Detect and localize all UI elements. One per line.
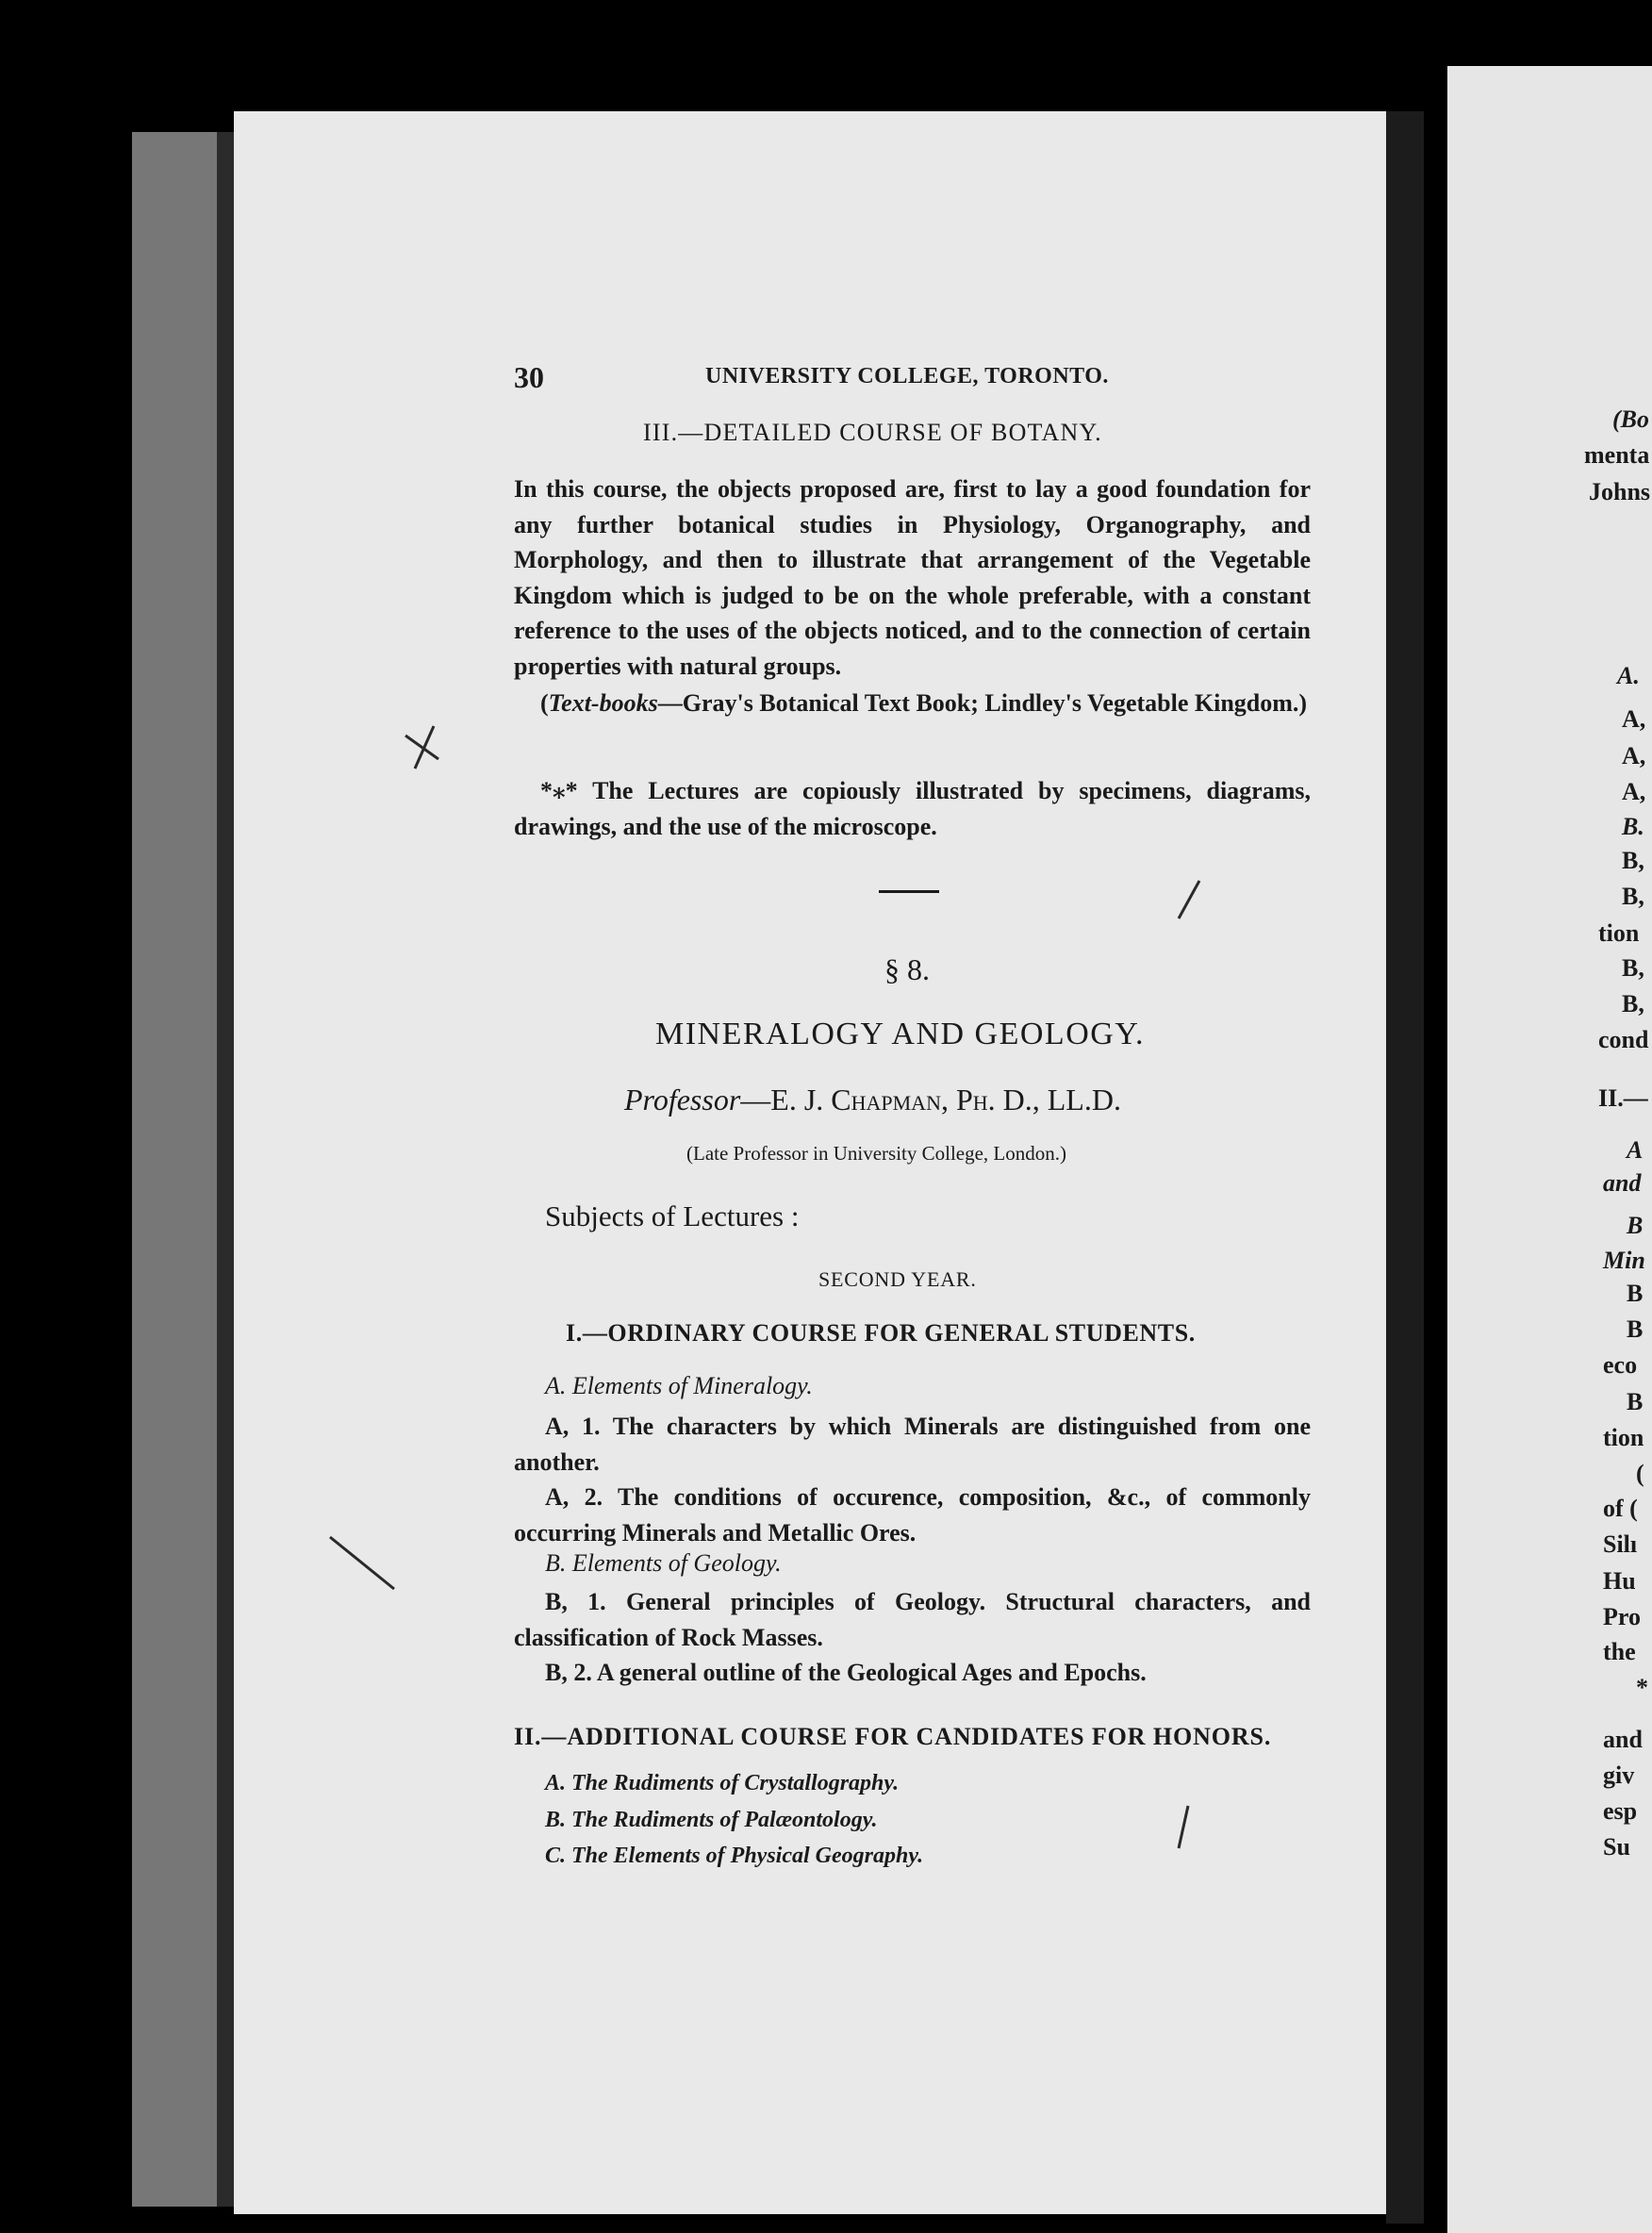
facing-fragment: Pro xyxy=(1603,1603,1641,1630)
section-divider xyxy=(879,890,939,893)
geology-title: Elements of Geology. xyxy=(571,1549,782,1577)
ordinary-heading: I.—ORDINARY COURSE FOR GENERAL STUDENTS. xyxy=(566,1319,1196,1347)
facing-fragment: B xyxy=(1627,1388,1644,1415)
facing-fragment: A, xyxy=(1622,778,1646,805)
facing-fragment: Silı xyxy=(1603,1530,1638,1558)
textbooks-label: Text-books xyxy=(548,689,658,717)
page-edge xyxy=(1386,111,1424,2224)
facing-fragment: A xyxy=(1627,1136,1644,1164)
facing-fragment: tion xyxy=(1598,919,1640,947)
professor-name: —E. J. Chapman, Ph. D., LL.D. xyxy=(740,1083,1121,1116)
botany-textbooks: (Text-books—Gray's Botanical Text Book; Lindley's Vegetable Kingdom.) xyxy=(540,689,1308,717)
facing-fragment: B, xyxy=(1622,954,1644,982)
facing-fragment: A, xyxy=(1622,742,1646,769)
facing-fragment: Johns xyxy=(1589,478,1651,505)
mineralogy-title: Elements of Mineralogy. xyxy=(571,1372,813,1399)
section-symbol: § 8. xyxy=(884,952,930,986)
item-a1: A, 1. The characters by which Minerals are distinguished from one another. xyxy=(514,1413,1311,1476)
facing-fragment: II.— xyxy=(1598,1084,1648,1112)
page-number: 30 xyxy=(514,360,544,394)
tick-mark xyxy=(1169,877,1207,924)
honors-item-label: A. xyxy=(545,1771,567,1795)
running-title: UNIVERSITY COLLEGE, TORONTO. xyxy=(705,364,1109,389)
facing-fragment: eco xyxy=(1603,1351,1638,1379)
facing-fragment: B xyxy=(1627,1315,1644,1343)
facing-fragment: B, xyxy=(1622,990,1644,1017)
facing-fragment: B xyxy=(1627,1212,1644,1239)
facing-page xyxy=(1447,66,1652,2233)
mineralogy-label: A. xyxy=(545,1372,567,1399)
honors-heading: II.—ADDITIONAL COURSE FOR CANDIDATES FOR HONORS. xyxy=(514,1723,1272,1750)
facing-fragment: A, xyxy=(1622,705,1646,733)
book-binding xyxy=(132,132,222,2207)
item-b1: B, 1. General principles of Geology. Structural characters, and classification of Rock Masses. xyxy=(514,1588,1311,1651)
textbooks-text: —Gray's Botanical Text Book; Lindley's Vegetable Kingdom.) xyxy=(657,689,1308,717)
subjects-heading: Subjects of Lectures : xyxy=(545,1199,800,1232)
facing-fragment: Hu xyxy=(1603,1567,1636,1595)
affiliation: (Late Professor in University College, London.) xyxy=(686,1142,1066,1165)
item-a2: A, 2. The conditions of occurence, composition, &c., of commonly occurring Minerals and Metallic Ores. xyxy=(514,1483,1311,1547)
year-heading: SECOND YEAR. xyxy=(818,1267,977,1291)
facing-fragment: (Bo xyxy=(1612,405,1649,433)
botany-intro: In this course, the objects proposed are, first to lay a good foundation for any further botanical studies in Physiology, Organography, and Morphology, and then to illustrate that arrangement of the Vegetable Kingdom which is judged to be on the whole preferable, with a constant reference to the uses of the objects noticed, and to the connection of certain properties with natural groups. xyxy=(514,475,1311,680)
honors-item-label: B. xyxy=(545,1808,567,1832)
facing-fragment: and xyxy=(1603,1726,1643,1753)
cross-mark xyxy=(396,717,453,773)
facing-fragment: esp xyxy=(1603,1797,1638,1825)
facing-fragment: menta xyxy=(1584,441,1650,469)
facing-fragment: and xyxy=(1603,1169,1642,1197)
facing-fragment: tion xyxy=(1603,1424,1644,1451)
honors-item-text: The Rudiments of Crystallography. xyxy=(571,1771,900,1795)
facing-fragment: B xyxy=(1627,1280,1644,1307)
facing-fragment: A. xyxy=(1617,662,1640,689)
pencil-marks xyxy=(311,1471,1499,1867)
facing-fragment: Su xyxy=(1603,1833,1630,1861)
item-b2: B, 2. A general outline of the Geological Ages and Epochs. xyxy=(545,1659,1147,1686)
botany-heading: III.—DETAILED COURSE OF BOTANY. xyxy=(643,419,1102,446)
facing-fragment: cond xyxy=(1598,1026,1649,1053)
botany-note xyxy=(514,773,1311,845)
facing-fragment: Min xyxy=(1603,1247,1645,1274)
facing-fragment: ( xyxy=(1636,1460,1644,1487)
honors-item-label: C. xyxy=(545,1844,567,1868)
facing-fragment: the xyxy=(1603,1638,1636,1665)
geology-label: B. xyxy=(545,1549,567,1577)
facing-fragment: B. xyxy=(1622,813,1644,840)
facing-fragment: B, xyxy=(1622,847,1644,874)
mineralogy-heading xyxy=(545,1372,813,1400)
note-text: The Lectures are copiously illustrated by specimens, diagrams, drawings, and the use of the microscope. xyxy=(514,777,1311,840)
facing-fragment: * xyxy=(1636,1674,1648,1701)
facing-fragment: B, xyxy=(1622,883,1644,910)
honors-item-text: The Elements of Physical Geography. xyxy=(571,1844,924,1868)
facing-fragment: giv xyxy=(1603,1762,1635,1789)
note-mark: *⁎* xyxy=(540,777,578,804)
section-title: MINERALOGY AND GEOLOGY. xyxy=(655,1017,1145,1051)
facing-fragment: of ( xyxy=(1603,1495,1638,1522)
professor-line xyxy=(624,1083,1121,1117)
honors-item-text: The Rudiments of Palæontology. xyxy=(571,1808,878,1832)
professor-label: Professor xyxy=(624,1083,741,1116)
